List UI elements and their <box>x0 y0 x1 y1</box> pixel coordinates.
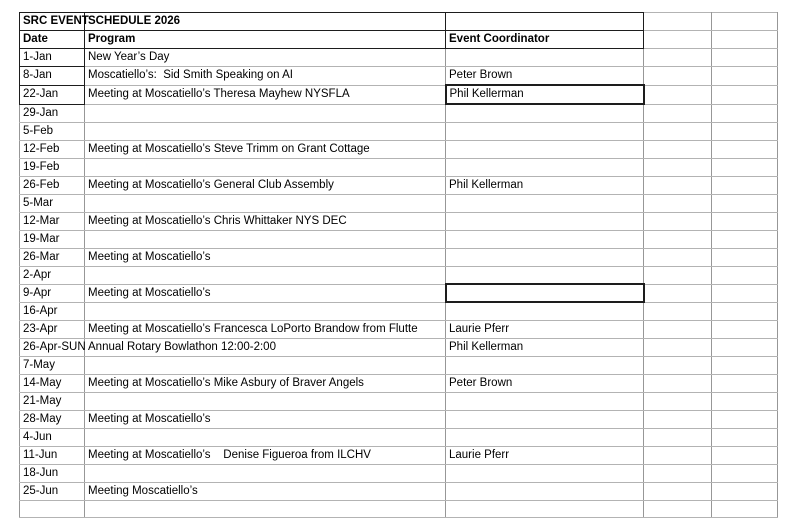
cell-empty-d[interactable] <box>644 176 712 194</box>
table-row <box>20 158 778 176</box>
cell-program[interactable]: Meeting Moscatiello’s <box>85 482 446 500</box>
cell-coordinator[interactable] <box>446 464 644 482</box>
cell-program[interactable] <box>85 428 446 446</box>
cell-empty-e[interactable] <box>712 230 778 248</box>
table-row <box>20 320 778 338</box>
cell-empty-e[interactable] <box>712 122 778 140</box>
table-row <box>20 302 778 320</box>
cell-title-src-event[interactable]: SRC EVENT <box>20 13 85 31</box>
cell-empty-e[interactable] <box>712 13 778 31</box>
cell-coordinator[interactable]: Peter Brown <box>446 67 644 86</box>
cell-date[interactable]: 22-Jan <box>20 85 85 104</box>
cell-empty-d[interactable] <box>644 31 712 49</box>
table-row <box>20 356 778 374</box>
cell-coordinator[interactable]: Phil Kellerman <box>446 85 644 104</box>
cell-coordinator[interactable]: Phil Kellerman <box>446 176 644 194</box>
cell-empty-e[interactable] <box>712 31 778 49</box>
cell-empty-e[interactable] <box>712 374 778 392</box>
cell-coordinator[interactable] <box>446 356 644 374</box>
cell-empty-e[interactable] <box>712 176 778 194</box>
title-row <box>20 13 778 31</box>
cell-date[interactable]: 23-Apr <box>20 320 85 338</box>
cell-empty-e[interactable] <box>712 212 778 230</box>
cell-date[interactable]: 5-Feb <box>20 122 85 140</box>
table-row <box>20 392 778 410</box>
cell-empty-e[interactable] <box>712 392 778 410</box>
cell-program[interactable] <box>85 104 446 122</box>
cell-coordinator[interactable] <box>446 140 644 158</box>
table-row <box>20 122 778 140</box>
cell-date[interactable]: 12-Mar <box>20 212 85 230</box>
cell-date[interactable] <box>20 500 85 518</box>
cell-coordinator[interactable] <box>446 248 644 266</box>
cell-coordinator[interactable]: Laurie Pferr <box>446 320 644 338</box>
cell-coordinator[interactable] <box>446 212 644 230</box>
table-row <box>20 410 778 428</box>
table-row <box>20 67 778 86</box>
cell-empty-e[interactable] <box>712 482 778 500</box>
table-row <box>20 212 778 230</box>
cell-program[interactable] <box>85 266 446 284</box>
cell-empty-e[interactable] <box>712 302 778 320</box>
cell-empty-d[interactable] <box>644 140 712 158</box>
cell-program[interactable]: Meeting at Moscatiello’s <box>85 284 446 302</box>
cell-coordinator[interactable]: Phil Kellerman <box>446 338 644 356</box>
cell-empty-e[interactable] <box>712 158 778 176</box>
cell-date[interactable]: 5-Mar <box>20 194 85 212</box>
cell-program[interactable] <box>85 500 446 518</box>
cell-coordinator[interactable] <box>446 194 644 212</box>
cell-empty-e[interactable] <box>712 194 778 212</box>
cell-empty-e[interactable] <box>712 49 778 67</box>
cell-empty-d[interactable] <box>644 500 712 518</box>
cell-empty-d[interactable] <box>644 428 712 446</box>
cell-empty-d[interactable] <box>644 284 712 302</box>
cell-title-schedule[interactable]: SCHEDULE 2026 <box>85 13 446 31</box>
cell-empty-d[interactable] <box>644 212 712 230</box>
table-row <box>20 230 778 248</box>
cell-program[interactable] <box>85 230 446 248</box>
cell-coordinator[interactable] <box>446 392 644 410</box>
cell-empty-e[interactable] <box>712 338 778 356</box>
cell-empty-e[interactable] <box>712 85 778 104</box>
cell-empty-d[interactable] <box>644 67 712 86</box>
cell-title-empty[interactable] <box>446 13 644 31</box>
cell-empty-e[interactable] <box>712 248 778 266</box>
cell-program[interactable] <box>85 464 446 482</box>
cell-empty-d[interactable] <box>644 13 712 31</box>
table-row <box>20 338 778 356</box>
cell-empty-d[interactable] <box>644 158 712 176</box>
cell-date[interactable]: 21-May <box>20 392 85 410</box>
cell-program[interactable]: Meeting at Moscatiello’s Theresa Mayhew NYSFLA <box>85 85 446 104</box>
table-row <box>20 194 778 212</box>
table-row <box>20 49 778 67</box>
cell-empty-d[interactable] <box>644 464 712 482</box>
cell-empty-e[interactable] <box>712 428 778 446</box>
cell-date[interactable]: 16-Apr <box>20 302 85 320</box>
cell-date[interactable]: 7-May <box>20 356 85 374</box>
cell-program[interactable]: Meeting at Moscatiello’s General Club Assembly <box>85 176 446 194</box>
table-row <box>20 176 778 194</box>
cell-empty-e[interactable] <box>712 446 778 464</box>
cell-coordinator[interactable] <box>446 500 644 518</box>
cell-program[interactable]: Meeting at Moscatiello’s <box>85 410 446 428</box>
cell-empty-e[interactable] <box>712 104 778 122</box>
cell-program[interactable] <box>85 302 446 320</box>
cell-program[interactable]: Meeting at Moscatiello’s Steve Trimm on Grant Cottage <box>85 140 446 158</box>
cell-date[interactable]: 28-May <box>20 410 85 428</box>
cell-empty-e[interactable] <box>712 356 778 374</box>
cell-coordinator[interactable] <box>446 284 644 302</box>
table-row <box>20 464 778 482</box>
cell-program[interactable]: Meeting at Moscatiello’s Chris Whittaker NYS DEC <box>85 212 446 230</box>
cell-coordinator[interactable]: Laurie Pferr <box>446 446 644 464</box>
cell-program[interactable]: Meeting at Moscatiello’s Francesca LoPorto Brandow from Flutte <box>85 320 446 338</box>
table-row <box>20 85 778 104</box>
table-row <box>20 500 778 518</box>
cell-program[interactable] <box>85 194 446 212</box>
table-row <box>20 140 778 158</box>
schedule-table <box>19 12 778 518</box>
cell-program[interactable]: Meeting at Moscatiello’s <box>85 248 446 266</box>
cell-date[interactable]: 2-Apr <box>20 266 85 284</box>
cell-empty-d[interactable] <box>644 392 712 410</box>
cell-empty-d[interactable] <box>644 374 712 392</box>
table-row <box>20 284 778 302</box>
cell-coordinator[interactable] <box>446 122 644 140</box>
cell-empty-d[interactable] <box>644 230 712 248</box>
cell-empty-d[interactable] <box>644 266 712 284</box>
cell-empty-e[interactable] <box>712 140 778 158</box>
cell-program[interactable]: Meeting at Moscatiello’s Mike Asbury of Braver Angels <box>85 374 446 392</box>
cell-date[interactable]: 1-Jan <box>20 49 85 67</box>
cell-date[interactable]: 29-Jan <box>20 104 85 122</box>
cell-date[interactable]: 19-Mar <box>20 230 85 248</box>
cell-empty-d[interactable] <box>644 85 712 104</box>
cell-empty-e[interactable] <box>712 500 778 518</box>
cell-empty-d[interactable] <box>644 320 712 338</box>
cell-date[interactable]: 11-Jun <box>20 446 85 464</box>
cell-date[interactable]: 26-Mar <box>20 248 85 266</box>
cell-program[interactable] <box>85 158 446 176</box>
cell-empty-d[interactable] <box>644 248 712 266</box>
cell-program[interactable]: Moscatiello’s: Sid Smith Speaking on AI <box>85 67 446 86</box>
cell-empty-d[interactable] <box>644 410 712 428</box>
cell-empty-d[interactable] <box>644 302 712 320</box>
cell-date[interactable]: 4-Jun <box>20 428 85 446</box>
cell-coordinator[interactable] <box>446 104 644 122</box>
header-coordinator[interactable]: Event Coordinator <box>446 31 644 49</box>
table-row <box>20 428 778 446</box>
cell-empty-e[interactable] <box>712 320 778 338</box>
cell-empty-d[interactable] <box>644 338 712 356</box>
spreadsheet <box>19 12 778 518</box>
cell-empty-d[interactable] <box>644 446 712 464</box>
cell-date[interactable]: 18-Jun <box>20 464 85 482</box>
cell-coordinator[interactable] <box>446 482 644 500</box>
cell-coordinator[interactable] <box>446 302 644 320</box>
cell-program[interactable] <box>85 392 446 410</box>
cell-date[interactable]: 9-Apr <box>20 284 85 302</box>
cell-date[interactable]: 14-May <box>20 374 85 392</box>
cell-coordinator[interactable] <box>446 49 644 67</box>
cell-date[interactable]: 25-Jun <box>20 482 85 500</box>
cell-empty-d[interactable] <box>644 482 712 500</box>
table-row <box>20 374 778 392</box>
cell-empty-d[interactable] <box>644 104 712 122</box>
header-row <box>20 31 778 49</box>
cell-date[interactable]: 19-Feb <box>20 158 85 176</box>
schedule-table-body <box>20 13 778 518</box>
table-row <box>20 104 778 122</box>
cell-empty-e[interactable] <box>712 410 778 428</box>
cell-coordinator[interactable] <box>446 266 644 284</box>
cell-empty-d[interactable] <box>644 356 712 374</box>
cell-program[interactable] <box>85 122 446 140</box>
table-row <box>20 482 778 500</box>
cell-program[interactable]: New Year’s Day <box>85 49 446 67</box>
cell-coordinator[interactable] <box>446 158 644 176</box>
table-row <box>20 446 778 464</box>
cell-coordinator[interactable] <box>446 428 644 446</box>
cell-coordinator[interactable]: Peter Brown <box>446 374 644 392</box>
cell-program[interactable] <box>85 356 446 374</box>
cell-empty-e[interactable] <box>712 464 778 482</box>
header-date[interactable]: Date <box>20 31 85 49</box>
cell-date[interactable]: 12-Feb <box>20 140 85 158</box>
cell-empty-d[interactable] <box>644 122 712 140</box>
cell-empty-e[interactable] <box>712 266 778 284</box>
cell-date[interactable]: 26-Feb <box>20 176 85 194</box>
header-program[interactable]: Program <box>85 31 446 49</box>
table-row <box>20 266 778 284</box>
cell-coordinator[interactable] <box>446 410 644 428</box>
cell-program[interactable]: Annual Rotary Bowlathon 12:00-2:00 <box>85 338 446 356</box>
cell-empty-e[interactable] <box>712 67 778 86</box>
cell-empty-e[interactable] <box>712 284 778 302</box>
table-row <box>20 248 778 266</box>
cell-program[interactable]: Meeting at Moscatiello’s Denise Figueroa from ILCHV <box>85 446 446 464</box>
cell-date[interactable]: 26-Apr-SUN <box>20 338 85 356</box>
cell-empty-d[interactable] <box>644 49 712 67</box>
cell-date[interactable]: 8-Jan <box>20 67 85 86</box>
cell-coordinator[interactable] <box>446 230 644 248</box>
cell-empty-d[interactable] <box>644 194 712 212</box>
